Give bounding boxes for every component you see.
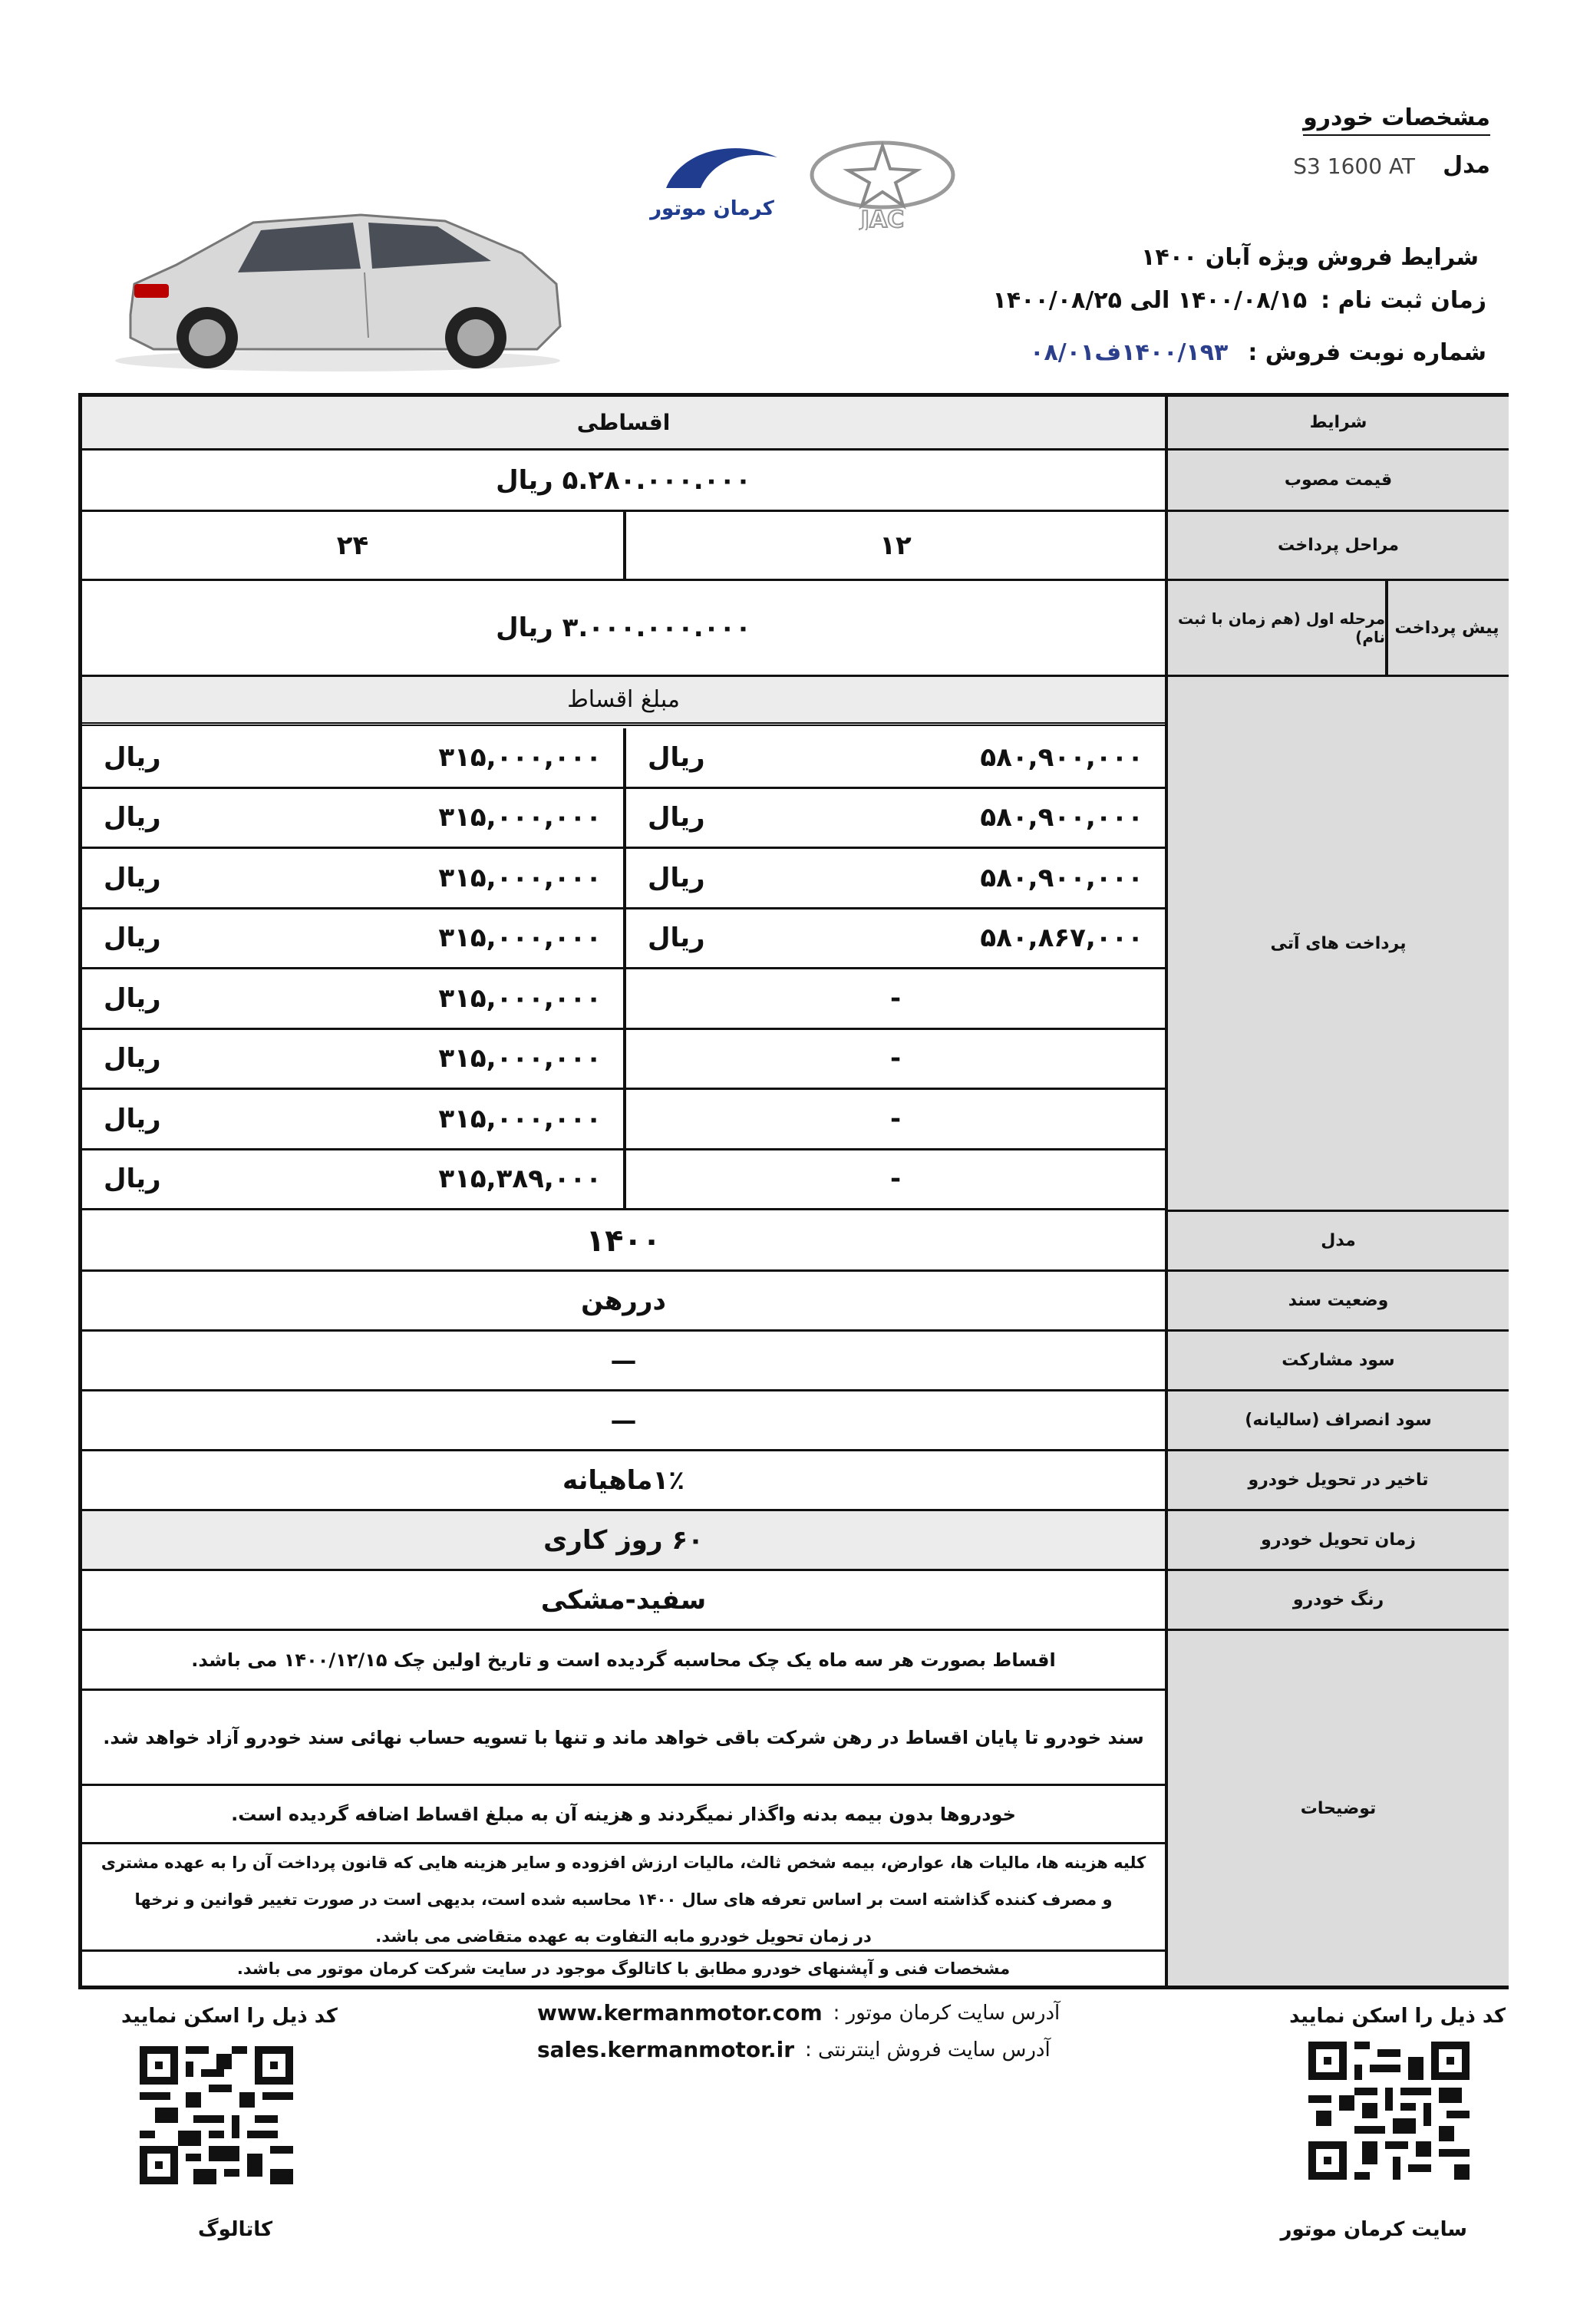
- installment-24-cell: [82, 909, 623, 970]
- currency-label: ریال: [648, 923, 705, 954]
- note-4-line-2: و مصرف کننده گذاشته است بر اساس تعرفه های سال ۱۴۰۰ محاسبه شده است، بدیهی است در صورت تغییر قوانین و نرخها: [134, 1890, 1113, 1909]
- installment-12-cell: [623, 1090, 1165, 1150]
- profit-label: سود مشارکت: [1165, 1332, 1509, 1391]
- kerman-motor-logo: [635, 134, 789, 226]
- model-code: S3 1600 AT: [1293, 154, 1415, 179]
- note-5: مشخصات فنی و آپشنهای خودرو مطابق با کاتالوگ موجود در سایت شرکت کرمان موتور می باشد.: [236, 1959, 1011, 1978]
- installment-12-amount: ۵۸۰,۹۰۰,۰۰۰: [980, 741, 1143, 773]
- qr-code-site[interactable]: [1308, 2042, 1470, 2180]
- delay-value: ۱٪ماهیانه: [82, 1451, 1165, 1511]
- installment-24-amount: ۳۱۵,۰۰۰,۰۰۰: [438, 741, 602, 773]
- installment-24-amount: ۳۱۵,۰۰۰,۰۰۰: [438, 1103, 602, 1134]
- currency-label: ریال: [648, 802, 705, 834]
- installment-12-cell: [623, 909, 1165, 970]
- installment-24-cell: [82, 849, 623, 909]
- installment-24-amount: ۳۱۵,۳۸۹,۰۰۰: [438, 1164, 602, 1195]
- currency-label: ریال: [104, 1043, 161, 1075]
- registration-period: [993, 287, 1486, 314]
- prepay-value: ۳.۰۰۰.۰۰۰.۰۰۰ ریال: [82, 581, 1165, 677]
- installment-24-cell: [82, 1090, 623, 1150]
- registration-value: ۱۴۰۰/۰۸/۱۵ الی ۱۴۰۰/۰۸/۲۵: [992, 287, 1308, 314]
- installment-24-amount: ۳۱۵,۰۰۰,۰۰۰: [438, 802, 602, 834]
- currency-label: ریال: [104, 923, 161, 954]
- installment-24-cell: [82, 1150, 623, 1211]
- sales-label: آدرس سایت فروش اینترنتی :: [805, 2038, 1051, 2062]
- model-year-value: ۱۴۰۰: [82, 1212, 1165, 1272]
- site-label: آدرس سایت کرمان موتور :: [833, 2001, 1061, 2025]
- qr-code-catalog[interactable]: [140, 2046, 293, 2184]
- model-year-label: مدل: [1165, 1212, 1509, 1272]
- jac-logo-text: JAC: [860, 206, 905, 230]
- color-value: سفید-مشکی: [82, 1571, 1165, 1631]
- installment-12-amount: -: [889, 1043, 902, 1075]
- site-url[interactable]: www.kermanmotor.com: [537, 2000, 823, 2025]
- installment-12-amount: -: [889, 1164, 902, 1195]
- future-payments-label: پرداخت های آتی: [1165, 677, 1509, 1212]
- note-3: خودروها بدون بیمه بدنه واگذار نمیگردند و هزینه آن به مبلغ اقساط اضافه گردیده است.: [82, 1786, 1165, 1844]
- note-4-line-1: کلیه هزینه ها، مالیات ها، عوارض، بیمه شخص ثالث، مالیات ارزش افزوده و سایر هزینه هایی که قانون پرداخت آن را به عهده مشتری: [101, 1854, 1146, 1872]
- stage-12: ۱۲: [623, 512, 1165, 581]
- sales-url[interactable]: sales.kermanmotor.ir: [537, 2037, 795, 2062]
- scan-caption-right: کد ذیل را اسکن نمایید: [1289, 2005, 1506, 2028]
- installment-24-amount: ۳۱۵,۰۰۰,۰۰۰: [438, 923, 602, 954]
- first-stage-label: مرحله اول (هم زمان با ثبت نام): [1165, 581, 1388, 677]
- installment-24-cell: [82, 969, 623, 1030]
- installment-12-amount: ۵۸۰,۸۶۷,۰۰۰: [980, 923, 1143, 954]
- spec-title: مشخصات خودرو: [1303, 104, 1490, 136]
- note-4-line-3: در زمان تحویل خودرو مابه التفاوت به عهده متقاضی می باشد.: [375, 1927, 872, 1946]
- currency-label: ریال: [104, 1164, 161, 1195]
- currency-label: ریال: [104, 862, 161, 893]
- note-1: اقساط بصورت هر سه ماه یک چک محاسبه گردیده است و تاریخ اولین چک ۱۴۰۰/۱۲/۱۵ می باشد.: [82, 1631, 1165, 1691]
- note-4: [82, 1844, 1165, 1952]
- doc-status-value: دررهن: [82, 1272, 1165, 1332]
- installment-12-amount: ۵۸۰,۹۰۰,۰۰۰: [980, 802, 1143, 834]
- installment-24-cell: [82, 1030, 623, 1091]
- installment-12-amount: -: [889, 982, 902, 1014]
- qr-caption-site: سایت کرمان موتور: [1280, 2218, 1467, 2241]
- installment-12-cell: [623, 969, 1165, 1030]
- currency-label: ریال: [104, 1103, 161, 1134]
- sales-conditions-table: [78, 393, 1509, 1989]
- prepay-label: پیش پرداخت: [1385, 581, 1509, 677]
- delivery-label: زمان تحویل خودرو: [1165, 1511, 1509, 1571]
- qr-caption-catalog: کاتالوگ: [198, 2218, 273, 2241]
- car-image: [107, 200, 568, 376]
- installment-12-amount: -: [889, 1103, 902, 1134]
- stage-24: ۲۴: [82, 512, 623, 581]
- currency-label: ریال: [104, 741, 161, 773]
- cancel-label: سود انصراف (سالیانه): [1165, 1391, 1509, 1451]
- conditions-label: شرایط: [1165, 397, 1509, 451]
- installment-12-cell: [623, 1030, 1165, 1091]
- conditions-value: اقساطی: [82, 397, 1165, 451]
- delivery-value: ۶۰ روز کاری: [82, 1511, 1165, 1571]
- sale-turn: [1030, 339, 1486, 366]
- installment-24-cell: [82, 728, 623, 789]
- scan-caption-left: کد ذیل را اسکن نمایید: [121, 2005, 338, 2028]
- turn-label: شماره نوبت فروش :: [1248, 339, 1486, 366]
- note-2: سند خودرو تا پایان اقساط در رهن شرکت باقی خواهد ماند و تنها با تسویه حساب نهائی سند خودرو آزاد خواهد شد.: [82, 1691, 1165, 1786]
- doc-status-label: وضعیت سند: [1165, 1272, 1509, 1332]
- jac-logo: [802, 138, 963, 230]
- installment-24-amount: ۳۱۵,۰۰۰,۰۰۰: [438, 982, 602, 1014]
- currency-label: ریال: [104, 982, 161, 1014]
- kerman-logo-text: کرمان موتور: [650, 197, 774, 220]
- profit-value: —: [82, 1332, 1165, 1391]
- price-label: قیمت مصوب: [1165, 451, 1509, 512]
- turn-value: ۱۴۰۰/۱۹۳ف۰۸/۰۱: [1030, 339, 1229, 366]
- installment-title: مبلغ اقساط: [82, 677, 1165, 726]
- installment-24-amount: ۳۱۵,۰۰۰,۰۰۰: [438, 1043, 602, 1075]
- installment-12-amount: ۵۸۰,۹۰۰,۰۰۰: [980, 862, 1143, 893]
- sale-title: شرایط فروش ویژه آبان ۱۴۰۰: [1141, 244, 1479, 271]
- installment-12-cell: [623, 728, 1165, 789]
- registration-label: زمان ثبت نام :: [1321, 287, 1486, 314]
- currency-label: ریال: [648, 741, 705, 773]
- cancel-value: —: [82, 1391, 1165, 1451]
- notes-label: توضیحات: [1165, 1631, 1509, 1986]
- currency-label: ریال: [648, 862, 705, 893]
- sales-address-line: [537, 2037, 1051, 2062]
- installment-24-amount: ۳۱۵,۰۰۰,۰۰۰: [438, 862, 602, 893]
- stages-label: مراحل پرداخت: [1165, 512, 1509, 581]
- installment-12-cell: [623, 849, 1165, 909]
- model-label: مدل: [1443, 152, 1490, 179]
- price-value: ۵.۲۸۰.۰۰۰.۰۰۰ ریال: [82, 451, 1165, 512]
- delay-label: تاخیر در تحویل خودرو: [1165, 1451, 1509, 1511]
- installment-12-cell: [623, 789, 1165, 850]
- currency-label: ریال: [104, 802, 161, 834]
- site-address-line: [537, 2000, 1060, 2025]
- color-label: رنگ خودرو: [1165, 1571, 1509, 1631]
- installment-24-cell: [82, 789, 623, 850]
- installment-12-cell: [623, 1150, 1165, 1211]
